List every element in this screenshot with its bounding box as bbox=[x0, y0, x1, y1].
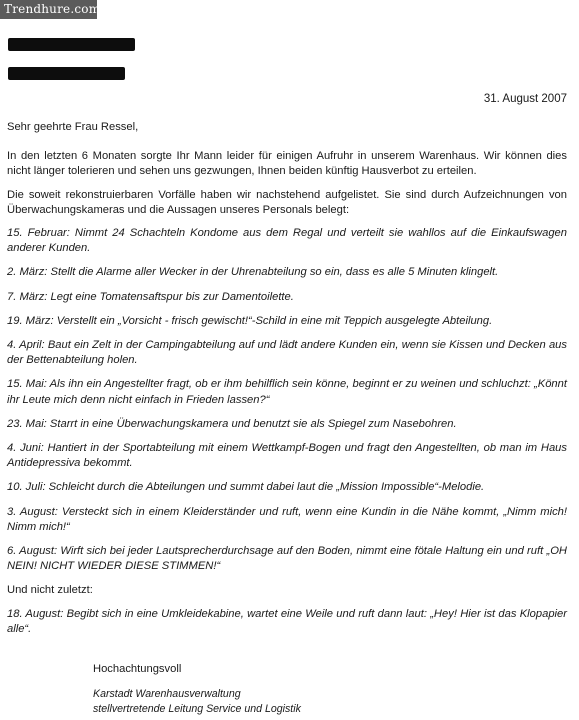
incident-entry: 15. Februar: Nimmt 24 Schachteln Kondome aus dem Regal und verteilt sie wahllos auf die Einkaufswagen anderer Kunden. bbox=[7, 227, 567, 255]
incident-list bbox=[7, 226, 567, 574]
salutation: Sehr geehrte Frau Ressel, bbox=[7, 121, 139, 133]
closing-phrase: Hochachtungsvoll bbox=[93, 663, 182, 675]
redacted-address-line-1 bbox=[8, 38, 135, 51]
incident-entry: 19. März: Verstellt ein „Vorsicht - frisch gewischt!“-Schild in eine mit Teppich ausgelegte Abteilung. bbox=[7, 314, 493, 327]
letter-date: 31. August 2007 bbox=[483, 93, 567, 105]
closing-block bbox=[93, 662, 301, 716]
signature-line-1: Karstadt Warenhausverwaltung bbox=[93, 688, 241, 700]
incident-entry: 23. Mai: Starrt in eine Überwachungskamera und benutzt sie als Spiegel zum Nasebohren. bbox=[7, 417, 457, 430]
final-incident bbox=[7, 607, 567, 637]
transition-text: Und nicht zuletzt: bbox=[7, 584, 93, 597]
incident-entry: 10. Juli: Schleicht durch die Abteilungen und summt dabei laut die „Mission Impossible“-Melodie. bbox=[7, 481, 485, 494]
incident-entry: 18. August: Begibt sich in eine Umkleidekabine, wartet eine Weile und ruft dann laut: „Hey! Hier ist das Klopapier alle“. bbox=[7, 607, 567, 635]
signature-line-2: stellvertretende Leitung Service und Logistik bbox=[93, 702, 301, 715]
incident-entry: 4. Juni: Hantiert in der Sportabteilung mit einem Wettkampf-Bogen und fragt den Angestellten, ob man im Haus Antidepressiva bekommt. bbox=[7, 442, 567, 470]
watermark: Trendhure.com bbox=[0, 0, 97, 19]
intro-paragraph-2: Die soweit rekonstruierbaren Vorfälle haben wir nachstehend aufgelistet. Sie sind durch Aufzeichnungen von Überwachungskameras und die Aussagen unseres Personals belegt: bbox=[7, 188, 567, 216]
incident-entry: 15. Mai: Als ihn ein Angestellter fragt, ob er ihm behilflich sein könne, beginnt er zu weinen und schluchzt: „Könnt ihr Leute mich denn nicht einfach in Frieden lassen?“ bbox=[7, 378, 567, 406]
redacted-address-line-2 bbox=[8, 67, 125, 80]
incident-entry: 4. April: Baut ein Zelt in der Campingabteilung auf und lädt andere Kunden ein, wenn sie Kissen und Decken aus der Bettenabteilung holen. bbox=[7, 339, 567, 367]
signature-block bbox=[93, 687, 301, 716]
incident-entry: 7. März: Legt eine Tomatensaftspur bis zur Damentoilette. bbox=[7, 290, 294, 303]
letter-body bbox=[7, 120, 567, 646]
incident-entry: 6. August: Wirft sich bei jeder Lautsprecherdurchsage auf den Boden, nimmt eine fötale Haltung ein und ruft „OH NEIN! NICHT WIEDER DIESE STIMMEN!“ bbox=[7, 545, 567, 573]
incident-entry: 3. August: Versteckt sich in einem Kleiderständer und ruft, wenn eine Kundin in die Nähe kommt, „Nimm mich! Nimm mich!“ bbox=[7, 505, 567, 533]
intro-paragraph: In den letzten 6 Monaten sorgte Ihr Mann leider für einigen Aufruhr in unserem Warenhaus. Wir können dies nicht länger tolerieren und sehen uns gezwungen, Ihnen beiden künftig Hausverbot zu erteilen. bbox=[7, 150, 567, 178]
incident-entry: 2. März: Stellt die Alarme aller Wecker in der Uhrenabteilung so ein, dass es alle 5 Minuten klingelt. bbox=[7, 266, 499, 279]
